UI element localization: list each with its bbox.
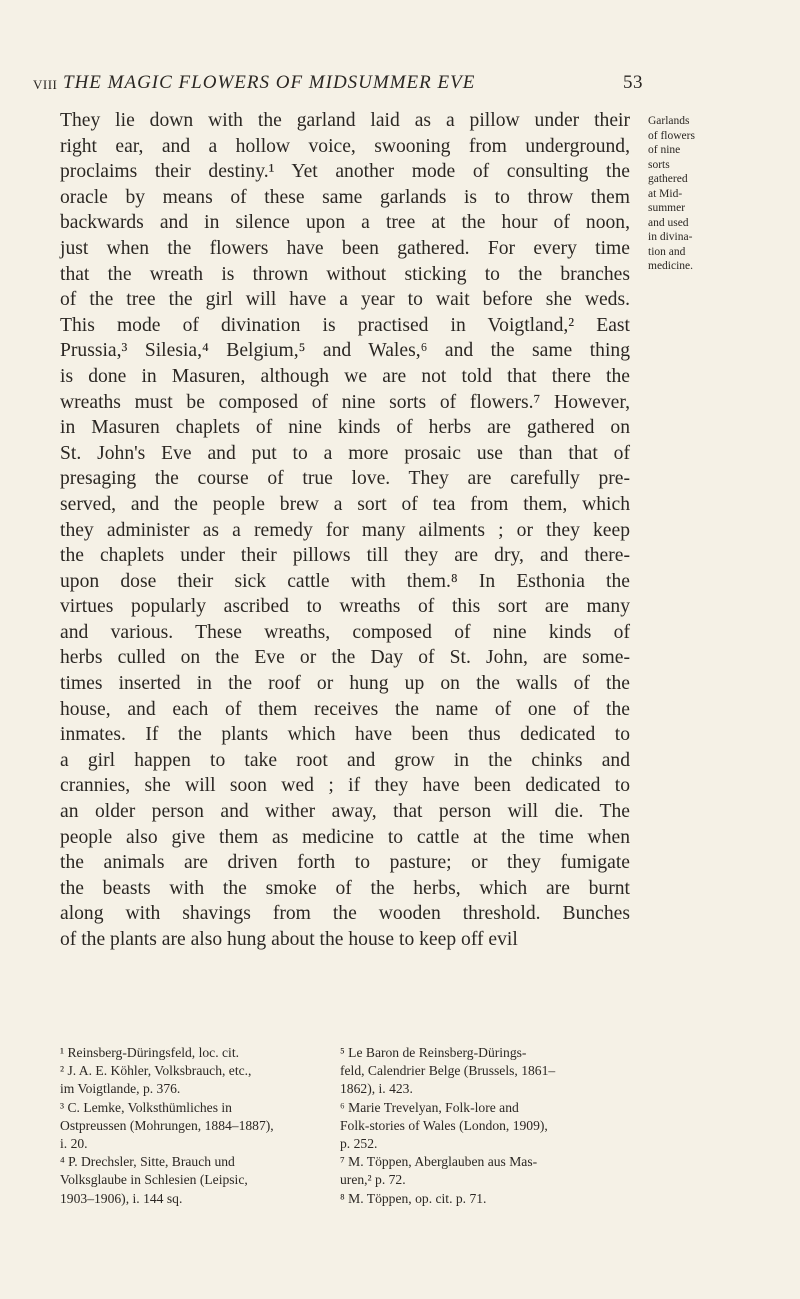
margin-note-line: and used (648, 216, 689, 229)
text-line: in Masuren chaplets of nine kinds of herbs are gathered on (60, 417, 630, 439)
text-line: of the tree the girl will have a year to wait before she weds. (60, 289, 630, 311)
text-line: virtues popularly ascribed to wreaths of this sort are many (60, 596, 630, 618)
margin-note-line: gathered (648, 173, 688, 185)
text-line: they administer as a remedy for many ailments ; or they keep (60, 519, 630, 541)
text-line: people also give them as medicine to cattle at the time when (60, 826, 630, 848)
footnote-line: Folk-stories of Wales (London, 1909), (340, 1117, 548, 1133)
text-line: backwards and in silence upon a tree at the hour of noon, (60, 212, 630, 234)
text-line: proclaims their destiny.¹ Yet another mode of consulting the (60, 161, 630, 183)
text-line: the beasts with the smoke of the herbs, which are burnt (60, 877, 630, 899)
running-title: THE MAGIC FLOWERS OF MIDSUMMER EVE (63, 72, 476, 93)
footnote-line: i. 20. (60, 1136, 88, 1152)
footnote-line: feld, Calendrier Belge (Brussels, 1861– (340, 1063, 556, 1079)
chapter-number: VIII (33, 77, 58, 92)
footnote-line: uren,² p. 72. (340, 1172, 406, 1188)
body-text (60, 108, 630, 953)
footnote-line: ³ C. Lemke, Volksthümliches in (60, 1099, 232, 1115)
text-line: a girl happen to take root and grow in the chinks and (60, 749, 630, 771)
text-line: wreaths must be composed of nine sorts of flowers.⁷ However, (60, 391, 630, 413)
margin-note-line: of nine (648, 144, 681, 156)
text-line: the chaplets under their pillows till they are dry, and there- (60, 545, 630, 567)
page-number: 53 (623, 72, 643, 93)
running-header (33, 72, 643, 96)
margin-note-line: at Mid- (648, 187, 683, 200)
text-line: inmates. If the plants which have been thus dedicated to (60, 724, 630, 746)
text-line: This mode of divination is practised in Voigtland,² East (60, 314, 630, 336)
text-line: St. John's Eve and put to a more prosaic use than that of (60, 442, 630, 464)
footnote-line: p. 252. (340, 1136, 378, 1152)
text-line: Prussia,³ Silesia,⁴ Belgium,⁵ and Wales,⁶ and the same thing (60, 340, 630, 362)
footnote-line: 1862), i. 423. (340, 1081, 413, 1097)
margin-note-line: Garlands (648, 115, 690, 127)
text-line: They lie down with the garland laid as a pillow under their (60, 110, 630, 131)
text-line: an older person and wither away, that person will die. The (60, 801, 630, 823)
margin-note-line: tion and (648, 245, 686, 258)
text-line: served, and the people brew a sort of tea from them, which (60, 493, 630, 515)
margin-note-line: summer (648, 202, 686, 214)
text-line: along with shavings from the wooden threshold. Bunches (60, 903, 630, 925)
text-line: upon dose their sick cattle with them.⁸ In Esthonia the (60, 570, 630, 592)
text-line: herbs culled on the Eve or the Day of St. John, are some- (60, 647, 630, 669)
footnote-line: ² J. A. E. Köhler, Volksbrauch, etc., (60, 1063, 252, 1079)
footnote-line: Ostpreussen (Mohrungen, 1884–1887), (60, 1117, 274, 1133)
margin-note-line: medicine. (648, 260, 694, 272)
text-line: crannies, she will soon wed ; if they have been dedicated to (60, 775, 630, 797)
footnote-line: ⁷ M. Töppen, Aberglauben aus Mas- (340, 1154, 538, 1170)
footnote-line: im Voigtlande, p. 376. (60, 1081, 181, 1097)
margin-note-line: sorts (648, 158, 670, 171)
footnote-line: Volksglaube in Schlesien (Leipsic, (60, 1172, 248, 1188)
footnote-line: ¹ Reinsberg-Düringsfeld, loc. cit. (60, 1045, 239, 1060)
text-line: right ear, and a hollow voice, swooning from underground, (60, 135, 630, 157)
text-line: times inserted in the roof or hung up on the walls of the (60, 673, 630, 695)
text-line: of the plants are also hung about the house to keep off evil (60, 929, 518, 950)
footnotes-right (340, 1044, 630, 1208)
text-line: is done in Masuren, although we are not told that there the (60, 365, 630, 387)
footnote-line: ⁵ Le Baron de Reinsberg-Dürings- (340, 1045, 527, 1060)
footnote-line: ⁸ M. Töppen, op. cit. p. 71. (340, 1190, 487, 1206)
footnotes-left (60, 1044, 322, 1208)
text-line: and various. These wreaths, composed of nine kinds of (60, 621, 630, 643)
text-line: house, and each of them receives the name of one of the (60, 698, 630, 720)
text-line: presaging the course of true love. They are carefully pre- (60, 468, 630, 490)
margin-note-line: of flowers (648, 129, 695, 142)
text-line: just when the flowers have been gathered. For every time (60, 237, 630, 259)
text-line: that the wreath is thrown without sticking to the branches (60, 263, 630, 285)
footnote-line: 1903–1906), i. 144 sq. (60, 1190, 183, 1206)
margin-note (648, 114, 728, 274)
footnote-line: ⁴ P. Drechsler, Sitte, Brauch und (60, 1154, 235, 1170)
margin-note-line: in divina- (648, 231, 693, 243)
footnote-line: ⁶ Marie Trevelyan, Folk-lore and (340, 1099, 519, 1115)
text-line: oracle by means of these same garlands is to throw them (60, 186, 630, 208)
text-line: the animals are driven forth to pasture; or they fumigate (60, 852, 630, 874)
